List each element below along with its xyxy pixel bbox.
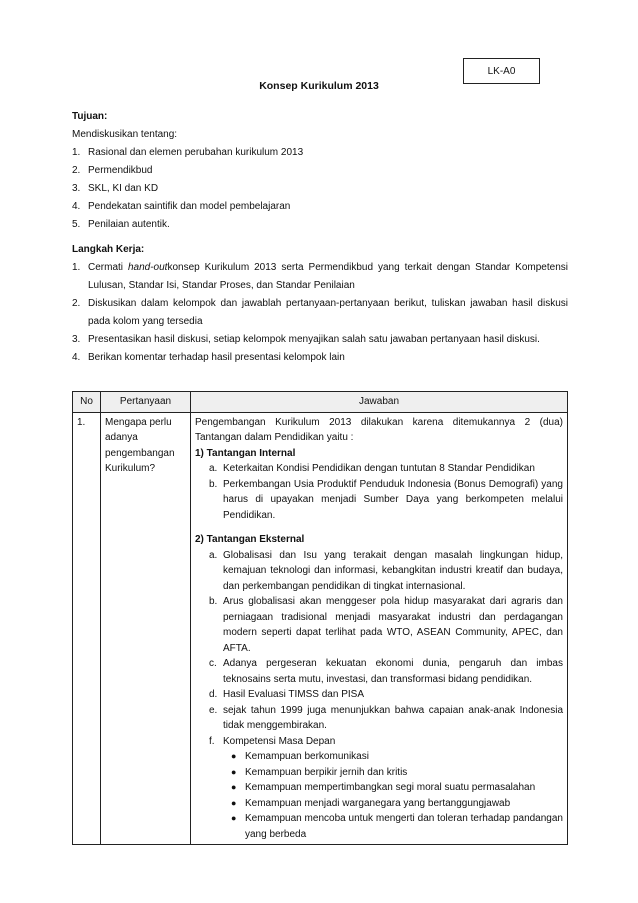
competency-bullet xyxy=(195,796,563,812)
tujuan-item xyxy=(72,144,568,162)
item-number: 1. xyxy=(72,147,81,158)
item-number: 1. xyxy=(72,262,81,273)
bullet-icon: ● xyxy=(231,751,237,761)
bullet-icon: ● xyxy=(231,797,237,808)
item-text: Arus globalisasi akan menggeser pola hidup masyarakat dari agraris dan perniagaan tradisional menjadi masyarakat industri dan perdagangan modern seperti dapat terlihat pada WTO, ASEAN Community, APEC, dan AFTA. xyxy=(223,596,563,654)
eksternal-item xyxy=(195,548,563,595)
langkah-heading: Langkah Kerja: xyxy=(72,244,145,255)
header-jawaban: Jawaban xyxy=(191,392,568,413)
item-number: 2. xyxy=(72,165,81,176)
internal-item xyxy=(195,461,563,477)
qa-table xyxy=(72,391,568,845)
competency-bullet xyxy=(195,780,563,796)
item-text: Permendikbud xyxy=(88,165,153,176)
item-marker: e. xyxy=(209,704,218,716)
item-text: Diskusikan dalam kelompok dan jawablah pertanyaan-pertanyaan berikut, tuliskan jawaban hasil diskusi pada kolom yang tersedia xyxy=(88,298,568,327)
table-row xyxy=(73,412,568,845)
cell-no: 1. xyxy=(73,412,101,845)
tujuan-intro: Mendiskusikan tentang: xyxy=(72,129,178,140)
item-text: Adanya pergeseran kekuatan ekonomi dunia, pengaruh dan imbas teknosains serta mutu, investasi, dan transformasi bidang pendidikan. xyxy=(223,658,563,685)
item-text: Keterkaitan Kondisi Pendidikan dengan tuntutan 8 Standar Pendidikan xyxy=(223,463,535,474)
item-number: 3. xyxy=(72,183,81,194)
item-marker: f. xyxy=(209,735,215,747)
eksternal-item xyxy=(195,594,563,656)
item-text: Hasil Evaluasi TIMSS dan PISA xyxy=(223,689,364,700)
tujuan-item xyxy=(72,216,568,234)
answer-intro: Pengembangan Kurikulum 2013 dilakukan karena ditemukannya 2 (dua) Tantangan dalam Pendidikan yaitu : xyxy=(195,416,563,443)
item-text: Perkembangan Usia Produktif Penduduk Indonesia (Bonus Demografi) yang harus di upayakan menjadi Sumber Daya yang berkompeten melalui Pendidikan. xyxy=(223,478,563,521)
eksternal-heading: 2) Tantangan Eksternal xyxy=(195,534,305,545)
eksternal-item xyxy=(195,687,563,703)
worksheet-code: LK-A0 xyxy=(487,65,516,77)
bullet-text: Kemampuan mempertimbangkan segi moral suatu permasalahan xyxy=(245,782,536,793)
competency-bullet xyxy=(195,765,563,781)
tujuan-item xyxy=(72,180,568,198)
internal-heading: 1) Tantangan Internal xyxy=(195,447,296,459)
item-marker: b. xyxy=(209,478,218,490)
tujuan-item xyxy=(72,198,568,216)
item-text: Rasional dan elemen perubahan kurikulum 2013 xyxy=(88,147,304,158)
item-text: Berikan komentar terhadap hasil presentasi kelompok lain xyxy=(88,352,345,363)
item-text: Globalisasi dan Isu yang terakait dengan masalah lingkungan hidup, kemajuan teknologi dan informasi, kebangkitan industri kreatif dan budaya, dan perkembangan pendidikan di tingkat internasional. xyxy=(223,549,563,592)
header-pertanyaan: Pertanyaan xyxy=(101,392,191,413)
item1-pre: Cermati xyxy=(88,262,128,273)
item-text xyxy=(88,259,568,295)
cell-answer xyxy=(191,412,568,845)
item-number: 4. xyxy=(72,352,81,363)
item-text: Presentasikan hasil diskusi, setiap kelompok menyajikan salah satu jawaban pertanyaan hasil diskusi. xyxy=(88,334,540,345)
eksternal-item xyxy=(195,656,563,687)
bullet-text: Kemampuan menjadi warganegara yang bertanggungjawab xyxy=(245,797,511,809)
bullet-text: Kemampuan berpikir jernih dan kritis xyxy=(245,766,408,778)
item1-post: konsep Kurikulum 2013 serta Permendikbud yang terkait dengan Standar Kompetensi Lulusan, Standar Isi, Standar Proses, dan Standar Penilaian xyxy=(88,262,568,291)
item-marker: a. xyxy=(209,549,218,561)
item-marker: c. xyxy=(209,658,217,669)
item-text: Penilaian autentik. xyxy=(88,219,170,230)
document-title: Konsep Kurikulum 2013 xyxy=(259,80,379,92)
bullet-text: Kemampuan mencoba untuk mengerti dan toleran terhadap pandangan yang berbeda xyxy=(245,813,563,840)
item-text: Kompetensi Masa Depan xyxy=(223,735,336,747)
item-number: 2. xyxy=(72,298,81,309)
item-text: sejak tahun 1999 juga menunjukkan bahwa capaian anak-anak Indonesia tidak menggembirakan. xyxy=(223,704,563,731)
item-marker: a. xyxy=(209,463,218,474)
item1-italic: hand-out xyxy=(127,262,168,273)
item-number: 4. xyxy=(72,201,81,212)
langkah-item xyxy=(72,331,568,349)
item-text: SKL, KI dan KD xyxy=(88,183,159,194)
bullet-text: Kemampuan berkomunikasi xyxy=(245,751,369,762)
competency-bullet xyxy=(195,811,563,842)
bullet-icon: ● xyxy=(231,766,237,777)
item-marker: d. xyxy=(209,689,218,700)
tujuan-item xyxy=(72,162,568,180)
langkah-item xyxy=(72,295,568,331)
item-number: 3. xyxy=(72,334,81,345)
cell-question: Mengapa perlu adanya pengembangan Kurikulum? xyxy=(101,412,191,845)
item-marker: b. xyxy=(209,596,218,607)
item-number: 5. xyxy=(72,219,81,230)
internal-item xyxy=(195,477,563,524)
bullet-icon: ● xyxy=(231,782,237,792)
table-header-row xyxy=(73,392,568,413)
item-text: Pendekatan saintifik dan model pembelajaran xyxy=(88,201,291,212)
langkah-section xyxy=(72,241,568,367)
tujuan-section xyxy=(72,108,568,234)
competency-bullet xyxy=(195,749,563,765)
langkah-item xyxy=(72,349,568,367)
bullet-icon: ● xyxy=(231,813,237,823)
eksternal-item xyxy=(195,734,563,750)
header-no: No xyxy=(73,392,101,413)
langkah-item xyxy=(72,259,568,295)
tujuan-heading: Tujuan: xyxy=(72,111,108,122)
eksternal-item xyxy=(195,703,563,734)
